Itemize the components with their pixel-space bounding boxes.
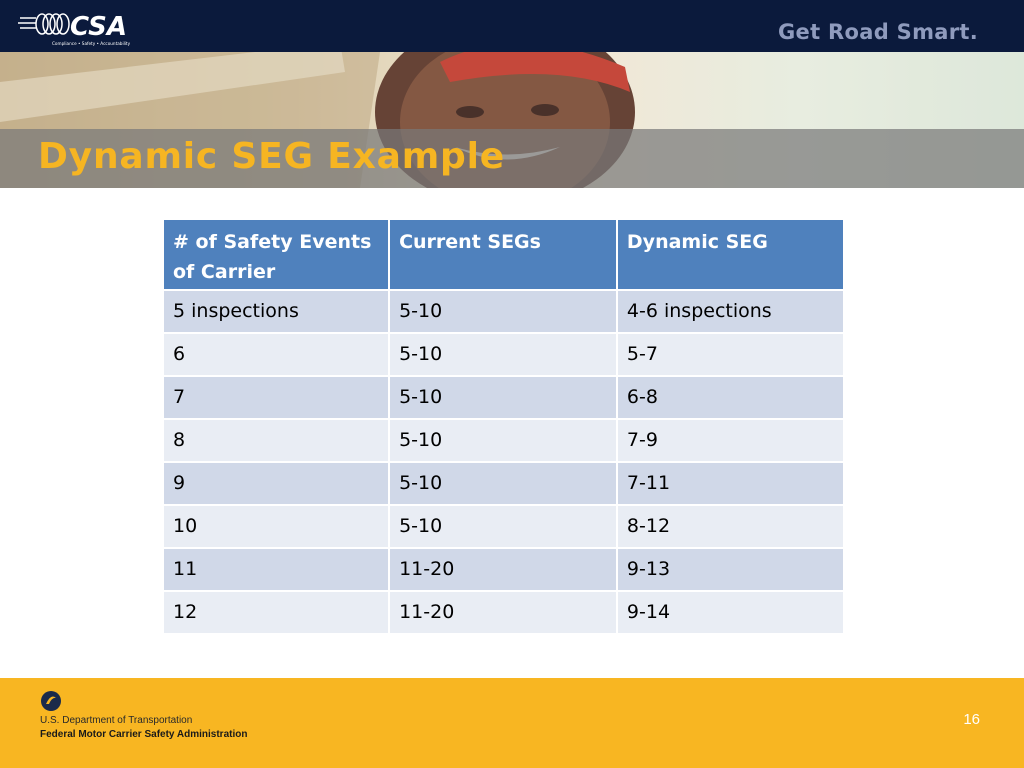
table-cell: 9-13 <box>617 548 844 591</box>
table-cell: 5 inspections <box>163 290 389 333</box>
table-cell: 9 <box>163 462 389 505</box>
logo-text: CSA <box>70 12 128 42</box>
table-row <box>163 419 844 462</box>
table-cell: 10 <box>163 505 389 548</box>
table-cell: 11 <box>163 548 389 591</box>
table-cell: 9-14 <box>617 591 844 634</box>
top-bar <box>0 0 1024 52</box>
table-row <box>163 505 844 548</box>
tagline: Get Road Smart. <box>778 20 978 44</box>
csa-logo <box>18 8 148 48</box>
table-row <box>163 333 844 376</box>
column-header: Dynamic SEG <box>617 219 844 290</box>
table-cell: 8-12 <box>617 505 844 548</box>
table-cell: 5-10 <box>389 376 617 419</box>
table-cell: 11-20 <box>389 548 617 591</box>
seg-table <box>162 218 845 635</box>
table-cell: 7-9 <box>617 419 844 462</box>
table-row <box>163 591 844 634</box>
table-cell: 5-10 <box>389 462 617 505</box>
table-cell: 11-20 <box>389 591 617 634</box>
table-row <box>163 290 844 333</box>
table-cell: 5-10 <box>389 333 617 376</box>
table-header-row <box>163 219 844 290</box>
column-header: # of Safety Events of Carrier <box>163 219 389 290</box>
column-header: Current SEGs <box>389 219 617 290</box>
dot-logo-icon <box>40 690 62 712</box>
table-cell: 6-8 <box>617 376 844 419</box>
agency-label: Federal Motor Carrier Safety Administration <box>40 729 248 740</box>
table-row <box>163 462 844 505</box>
table-cell: 5-10 <box>389 505 617 548</box>
slide-title: Dynamic SEG Example <box>38 136 505 177</box>
table-cell: 7-11 <box>617 462 844 505</box>
table-cell: 8 <box>163 419 389 462</box>
table-cell: 5-10 <box>389 290 617 333</box>
table-cell: 7 <box>163 376 389 419</box>
table-cell: 12 <box>163 591 389 634</box>
table-cell: 4-6 inspections <box>617 290 844 333</box>
table-cell: 5-10 <box>389 419 617 462</box>
page-number: 16 <box>963 711 980 728</box>
department-label: U.S. Department of Transportation <box>40 715 193 726</box>
table-cell: 5-7 <box>617 333 844 376</box>
logo-subtitle: Compliance • Safety • Accountability <box>52 41 131 46</box>
table-row <box>163 548 844 591</box>
table-cell: 6 <box>163 333 389 376</box>
table-row <box>163 376 844 419</box>
